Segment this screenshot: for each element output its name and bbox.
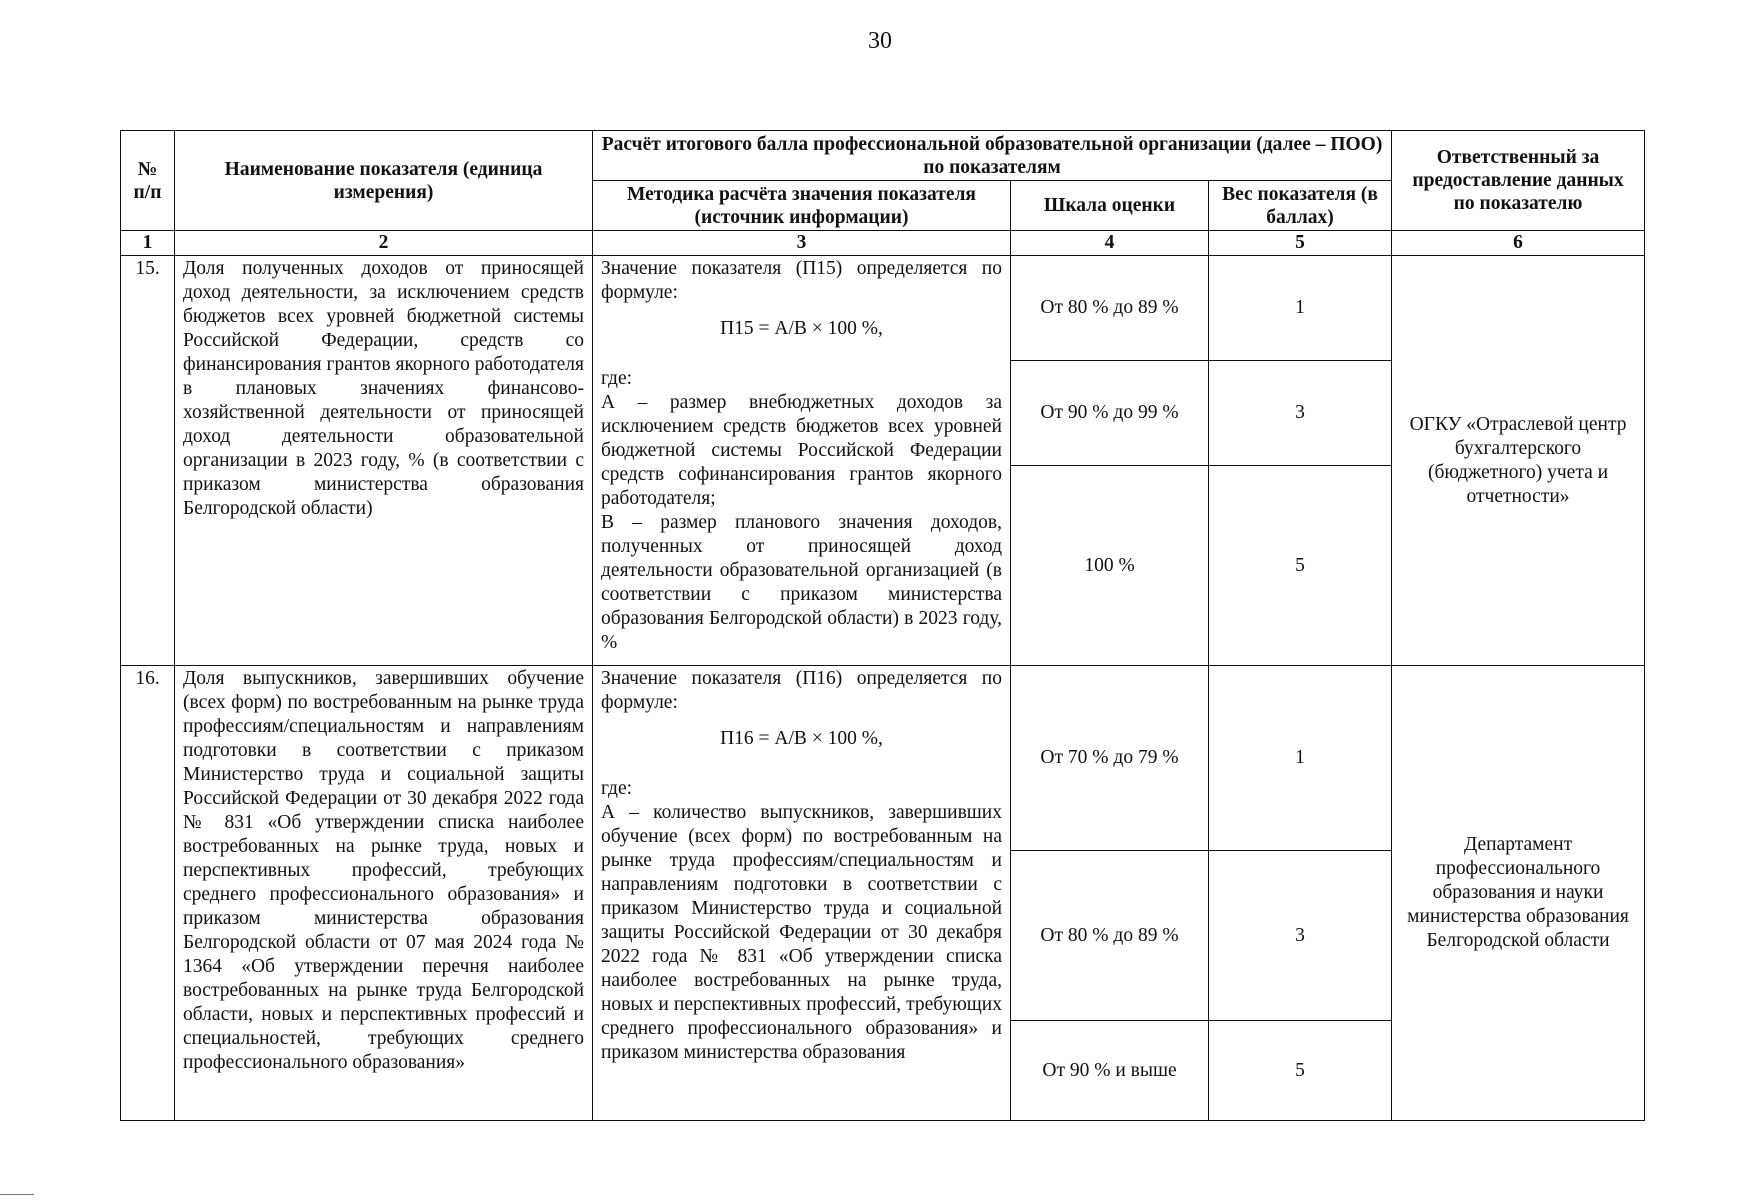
row-number: 16. — [121, 666, 175, 1121]
scale-range: От 90 % до 99 % — [1011, 361, 1209, 466]
formula: П16 = А/В × 100 %, — [720, 728, 883, 749]
calculation-method — [593, 256, 1011, 666]
row-number: 15. — [121, 256, 175, 666]
calculation-method — [593, 666, 1011, 1121]
header-row-1 — [121, 131, 1645, 181]
scale-weight: 5 — [1209, 466, 1392, 666]
header-col6: Ответственный за предоставление данных по показателю — [1392, 131, 1645, 231]
indicators-table — [120, 130, 1645, 1121]
indicator-name: Доля полученных доходов от приносящей доход деятельности, за исключением средств бюджетов всех уровней бюджетной системы Российской Федерации, средств со финансирования грантов якорного работодателя в плановых значениях финансово-хозяйственной деятельности от приносящей доход деятельности образовательной организации в 2023 году, % (в соответствии с приказом министерства образования Белгородской области) — [175, 256, 593, 666]
scan-edge-mark — [0, 1194, 34, 1195]
table-row — [121, 256, 1645, 361]
responsible-party: Департамент профессионального образования и науки министерства образования Белгородской области — [1392, 666, 1645, 1121]
column-numbers-row — [121, 231, 1645, 256]
header-group: Расчёт итогового балла профессиональной образовательной организации (далее – ПОО) по показателям — [593, 131, 1392, 181]
scale-range: 100 % — [1011, 466, 1209, 666]
method-where: где: — [601, 778, 633, 799]
column-number: 3 — [593, 231, 1011, 256]
column-number: 1 — [121, 231, 175, 256]
responsible-party: ОГКУ «Отраслевой центр бухгалтерского (бюджетного) учета и отчетности» — [1392, 256, 1645, 666]
header-col2: Наименование показателя (единица измерения) — [175, 131, 593, 231]
column-number: 4 — [1011, 231, 1209, 256]
header-col5: Вес показателя (в баллах) — [1209, 181, 1392, 231]
header-col4: Шкала оценки — [1011, 181, 1209, 231]
method-variable-a: А – размер внебюджетных доходов за исключением средств бюджетов всех уровней бюджетной системы Российской Федерации средств софинансирования грантов якорного работодателя; — [601, 392, 1002, 509]
method-intro: Значение показателя (П15) определяется по формуле: — [601, 258, 1002, 303]
column-number: 2 — [175, 231, 593, 256]
scale-weight: 1 — [1209, 256, 1392, 361]
formula: П15 = А/В × 100 %, — [720, 318, 883, 339]
scale-range: От 80 % до 89 % — [1011, 851, 1209, 1021]
scale-weight: 5 — [1209, 1021, 1392, 1121]
scale-range: От 70 % до 79 % — [1011, 666, 1209, 851]
scale-range: От 80 % до 89 % — [1011, 256, 1209, 361]
header-col1: № п/п — [121, 131, 175, 231]
scale-range: От 90 % и выше — [1011, 1021, 1209, 1121]
table-row — [121, 666, 1645, 851]
page-number: 30 — [868, 28, 892, 54]
header-col3: Методика расчёта значения показателя (источник информации) — [593, 181, 1011, 231]
method-intro: Значение показателя (П16) определяется по формуле: — [601, 668, 1002, 713]
column-number: 6 — [1392, 231, 1645, 256]
scale-weight: 3 — [1209, 361, 1392, 466]
column-number: 5 — [1209, 231, 1392, 256]
method-where: где: — [601, 368, 633, 389]
scale-weight: 3 — [1209, 851, 1392, 1021]
indicator-name: Доля выпускников, завершивших обучение (всех форм) по востребованным на рынке труда профессиям/специальностям и направлениям подготовки в соответствии с приказом Министерство труда и социальной защиты Российской Федерации от 30 декабря 2022 года № 831 «Об утверждении списка наиболее востребованных на рынке труда, новых и перспективных профессий, требующих среднего профессионального образования» и приказом министерства образования Белгородской области от 07 мая 2024 года № 1364 «Об утверждении перечня наиболее востребованных на рынке труда Белгородской области, новых и перспективных профессий и специальностей, требующих среднего профессионального образования» — [175, 666, 593, 1121]
method-variable-a: А – количество выпускников, завершивших обучение (всех форм) по востребованным на рынке труда профессиям/специальностям и направлениям подготовки в соответствии с приказом Министерство труда и социальной защиты Российской Федерации от 30 декабря 2022 года № 831 «Об утверждении списка наиболее востребованных на рынке труда, новых и перспективных профессий, требующих среднего профессионального образования» и приказом министерства образования — [601, 802, 1002, 1063]
scale-weight: 1 — [1209, 666, 1392, 851]
method-variable-b: В – размер планового значения доходов, полученных от приносящей доход деятельности образовательной организацией (в соответствии с приказом министерства образования Белгородской области) в 2023 году, % — [601, 512, 1002, 653]
